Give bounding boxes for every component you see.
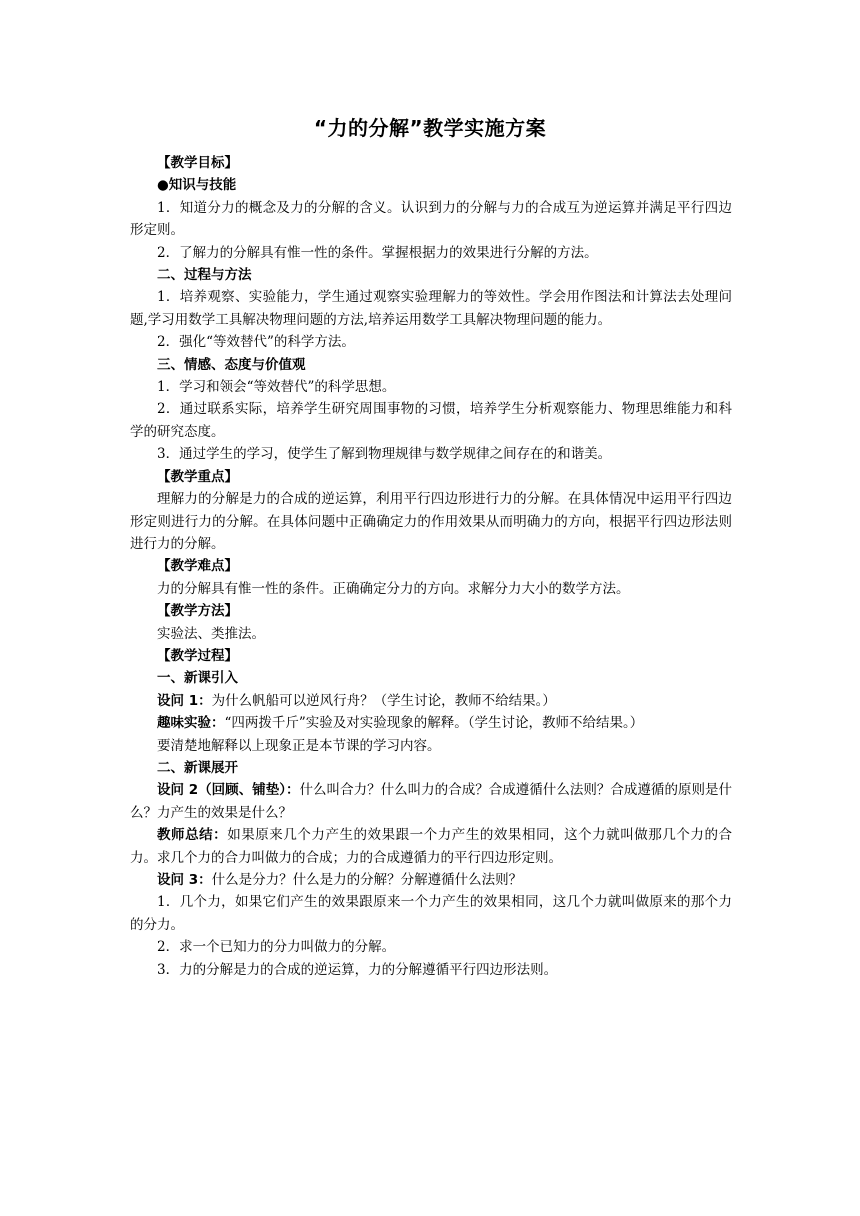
- intro-experiment-text: “四两拨千斤”实验及对实验现象的解释。（学生讨论，教师不给结果。）: [224, 715, 644, 732]
- document-title: “力的分解”教学实施方案: [313, 116, 547, 140]
- section-header-procedure: 【教学过程】: [157, 647, 238, 664]
- intro-question-1-text: 为什么帆船可以逆风行舟？（学生讨论，教师不给结果。）: [211, 692, 556, 709]
- subsection-header-knowledge: ●知识与技能: [157, 177, 237, 194]
- process-item-2: 2．强化“等效替代”的科学方法。: [157, 334, 355, 351]
- develop-summary: [130, 824, 732, 869]
- section-header-methods: 【教学方法】: [157, 603, 238, 620]
- develop-summary-label: 教师总结：: [157, 827, 228, 844]
- develop-question-2-text: 什么叫合力？什么叫力的合成？合成遵循什么法则？合成遵循的原则是什么？力产生的效果是什么？: [130, 782, 733, 821]
- emotion-item-1: 1．学习和领会“等效替代”的科学思想。: [157, 379, 396, 396]
- emotion-item-3: 3．通过学生的学习，使学生了解到物理规律与数学规律之间存在的和谐美。: [157, 446, 612, 463]
- section-header-goals: 【教学目标】: [157, 155, 238, 171]
- intro-experiment-label: 趣味实验：: [157, 715, 225, 732]
- develop-item-2: 2．求一个已知力的分力叫做力的分解。: [157, 939, 396, 956]
- develop-question-2-label: 设问 2（回顾、铺垫）：: [157, 782, 300, 799]
- knowledge-item-2: 2．了解力的分解具有惟一性的条件。掌握根据力的效果进行分解的方法。: [157, 244, 598, 261]
- develop-item-1: 1．几个力，如果它们产生的效果跟原来一个力产生的效果相同，这几个力就叫做原来的那个力的分力。: [130, 894, 732, 933]
- intro-experiment: [130, 712, 732, 734]
- intro-question-1: [130, 690, 732, 712]
- knowledge-item-1: 1．知道分力的概念及力的分解的含义。认识到力的分解与力的合成互为逆运算并满足平行四边形定则。: [130, 199, 732, 239]
- subsection-header-process: 二、过程与方法: [157, 267, 252, 284]
- develop-question-3: [130, 869, 732, 891]
- document-body: [130, 152, 732, 981]
- difficulties-text: 力的分解具有惟一性的条件。正确确定分力的方向。求解分力大小的数学方法。: [157, 580, 630, 597]
- emotion-item-2: 2．通过联系实际，培养学生研究周围事物的习惯，培养学生分析观察能力、物理思维能力和科学的研究态度。: [130, 401, 732, 440]
- intro-note: 要清楚地解释以上现象正是本节课的学习内容。: [157, 737, 441, 754]
- intro-question-1-label: 设问 1：: [157, 692, 212, 709]
- develop-question-2: [130, 779, 732, 824]
- subsection-header-emotion: 三、情感、态度与价值观: [157, 356, 306, 373]
- subsection-header-develop: 二、新课展开: [157, 759, 238, 776]
- key-points-text: 理解力的分解是力的合成的逆运算，利用平行四边形进行力的分解。在具体情况中运用平行四边形定则进行力的分解。在具体问题中正确确定力的作用效果从而明确力的方向，根据平行四边形法则进行力的分解。: [130, 491, 732, 552]
- develop-question-3-label: 设问 3：: [157, 872, 212, 888]
- methods-text: 实验法、类推法。: [157, 625, 265, 642]
- process-item-1: 1．培养观察、实验能力，学生通过观察实验理解力的等效性。学会用作图法和计算法去处理问题,学习用数学工具解决物理问题的方法,培养运用数学工具解决物理问题的能力。: [130, 289, 732, 328]
- develop-summary-text: 如果原来几个力产生的效果跟一个力产生的效果相同，这个力就叫做那几个力的合力。求几个力的合力叫做力的合成；力的合成遵循力的平行四边形定则。: [130, 827, 732, 866]
- develop-item-3: 3．力的分解是力的合成的逆运算，力的分解遵循平行四边形法则。: [157, 961, 558, 978]
- develop-question-3-text: 什么是分力？什么是力的分解？分解遵循什么法则？: [211, 872, 523, 888]
- subsection-header-intro: 一、新课引入: [157, 670, 238, 687]
- section-header-difficulties: 【教学难点】: [157, 558, 238, 575]
- section-header-key-points: 【教学重点】: [157, 468, 238, 485]
